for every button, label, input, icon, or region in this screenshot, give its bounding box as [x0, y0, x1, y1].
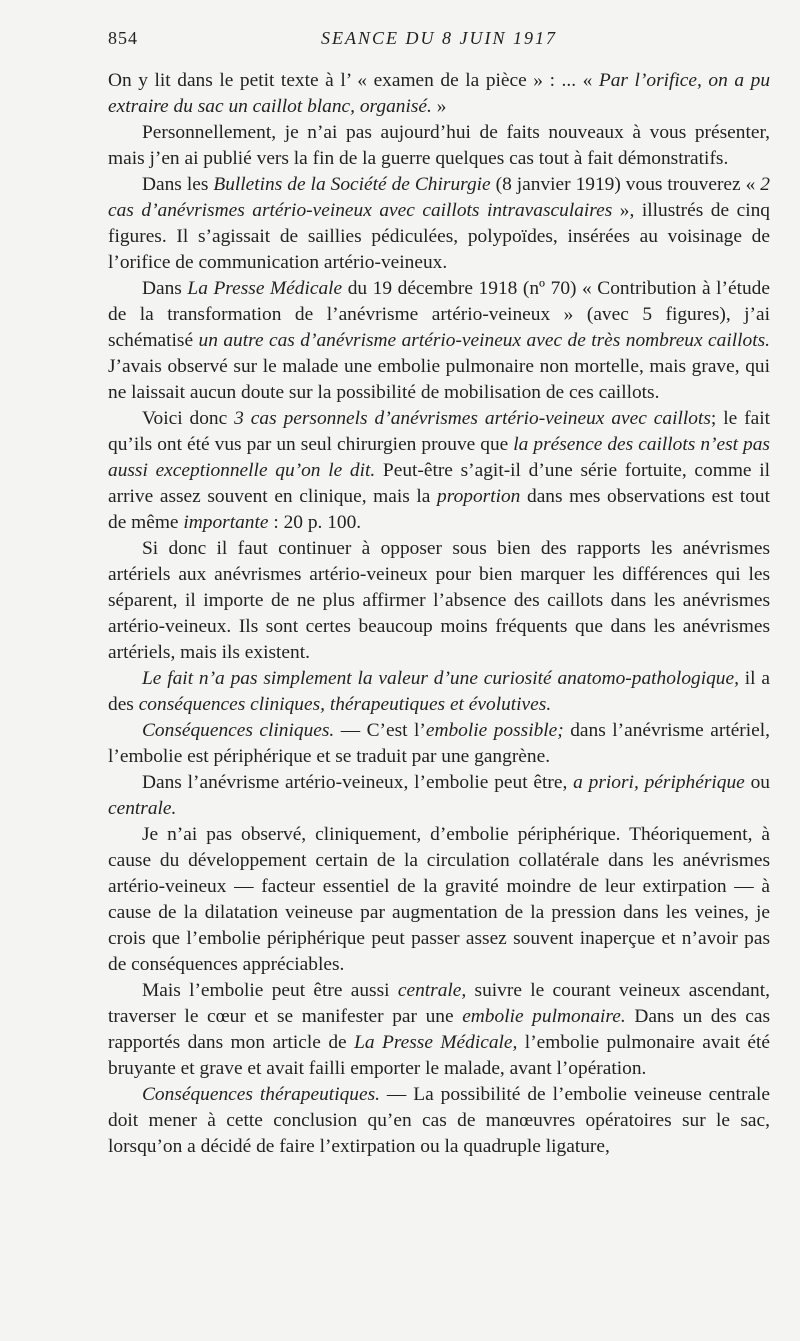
paragraph: Si donc il faut continuer à opposer sous bien des rapports les anévrismes artériels aux anévrismes artério-veineux pour bien marquer les différences qui les séparent, il importe de ne plus affirmer l’absence des caillots dans les anévrismes artério-veineux. Ils sont certes beaucoup moins fréquents que dans les anévrismes artériels, mais ils existent. [108, 538, 770, 663]
paragraph: Le fait n’a pas simplement la valeur d’une curiosité anatomo-pathologique, il a des conséquences cliniques, thérapeutiques et évolutives. [108, 668, 770, 715]
italic-run: embolie pulmonaire. [462, 1006, 626, 1027]
paragraph: Mais l’embolie peut être aussi centrale, suivre le courant veineux ascendant, traverser le cœur et se manifester par une embolie pulmonaire. Dans un des cas rapportés dans mon article de La Presse Médicale, l’embolie pulmonaire avait été bruyante et grave et avait failli emporter le malade, avant l’opération. [108, 980, 771, 1079]
paragraph: Personnellement, je n’ai pas aujourd’hui de faits nouveaux à vous présenter, mais j’en ai publié vers la fin de la guerre quelques cas tout à fait démonstratifs. [108, 122, 770, 169]
italic-run: proportion [437, 486, 521, 507]
page-number: 854 [108, 28, 138, 48]
italic-run: Par l’orifice, on a pu extraire du sac un caillot blanc, organisé. [108, 70, 771, 117]
paragraph: On y lit dans le petit texte à l’ « examen de la pièce » : ... « Par l’orifice, on a pu extraire du sac un caillot blanc, organisé. » [108, 70, 771, 117]
running-title: SEANCE DU 8 JUIN 1917 [321, 28, 557, 48]
page-header [108, 20, 770, 50]
paragraph: Je n’ai pas observé, cliniquement, d’embolie périphérique. Théoriquement, à cause du développement certain de la circulation collatérale dans les anévrismes artério-veineux — facteur essentiel de la gravité moindre de leur extirpation — à cause de la dilatation veineuse par augmentation de la pression dans les veines, je crois que l’embolie périphérique peut passer assez souvent inaperçue et n’avoir pas de conséquences appréciables. [108, 824, 770, 975]
italic-run: 3 cas personnels d’anévrismes artério-veineux avec caillots [234, 408, 711, 429]
italic-run: 2 cas d’anévrismes artério-veineux avec caillots intravasculaires [108, 174, 770, 221]
italic-run: un autre cas d’anévrisme artério-veineux avec de très nombreux caillots. [198, 330, 770, 351]
paragraph: Dans La Presse Médicale du 19 décembre 1918 (nº 70) « Contribution à l’étude de la transformation de l’anévrisme artério-veineux » (avec 5 figures), j’ai schématisé un autre cas d’anévrisme artério-veineux avec de très nombreux caillots. J’avais observé sur le malade une embolie pulmonaire non mortelle, mais grave, qui ne laissait aucun doute sur la possibilité de mobilisation de ces caillots. [108, 278, 770, 403]
italic-run: Le fait n’a pas simplement la valeur d’une curiosité anatomo-pathologique, [142, 668, 739, 689]
italic-run: Conséquences thérapeutiques. [142, 1084, 380, 1105]
paragraph: Conséquences thérapeutiques. — La possibilité de l’embolie veineuse centrale doit mener à cette conclusion qu’en cas de manœuvres opératoires sur le sac, lorsqu’on a décidé de faire l’extirpation ou la quadruple ligature, [108, 1084, 771, 1157]
italic-run: centrale. [108, 798, 177, 819]
italic-run: centrale, [397, 980, 467, 1001]
italic-run: importante [183, 512, 269, 533]
italic-run: La Presse Médicale, [354, 1032, 518, 1053]
paragraph: Voici donc 3 cas personnels d’anévrismes artério-veineux avec caillots; le fait qu’ils ont été vus par un seul chirurgien prouve que la présence des caillots n’est pas aussi exceptionnelle qu’on le dit. Peut-être s’agit-il d’une série fortuite, comme il arrive assez souvent en clinique, mais la proportion dans mes observations est tout de même importante : 20 p. 100. [108, 408, 770, 533]
body-text [108, 68, 770, 1160]
paragraph: Conséquences cliniques. — C’est l’embolie possible; dans l’anévrisme artériel, l’embolie est périphérique et se traduit par une gangrène. [108, 720, 770, 767]
italic-run: a priori, périphérique [573, 772, 745, 793]
italic-run: Bulletins de la Société de Chirurgie [213, 174, 491, 195]
italic-run: La Presse Médicale [187, 278, 343, 299]
paragraph: Dans l’anévrisme artério-veineux, l’embolie peut être, a priori, périphérique ou centrale. [108, 772, 770, 819]
italic-run: Conséquences cliniques. [142, 720, 335, 741]
italic-run: la présence des caillots n’est pas aussi exceptionnelle qu’on le dit. [108, 434, 770, 481]
paragraph: Dans les Bulletins de la Société de Chirurgie (8 janvier 1919) vous trouverez « 2 cas d’anévrismes artério-veineux avec caillots intravasculaires », illustrés de cinq figures. Il s’agissait de saillies pédiculées, polypoïdes, insérées au voisinage de l’orifice de communication artério-veineux. [108, 174, 770, 273]
italic-run: conséquences cliniques, thérapeutiques et évolutives. [138, 694, 552, 715]
italic-run: embolie possible; [425, 720, 564, 741]
